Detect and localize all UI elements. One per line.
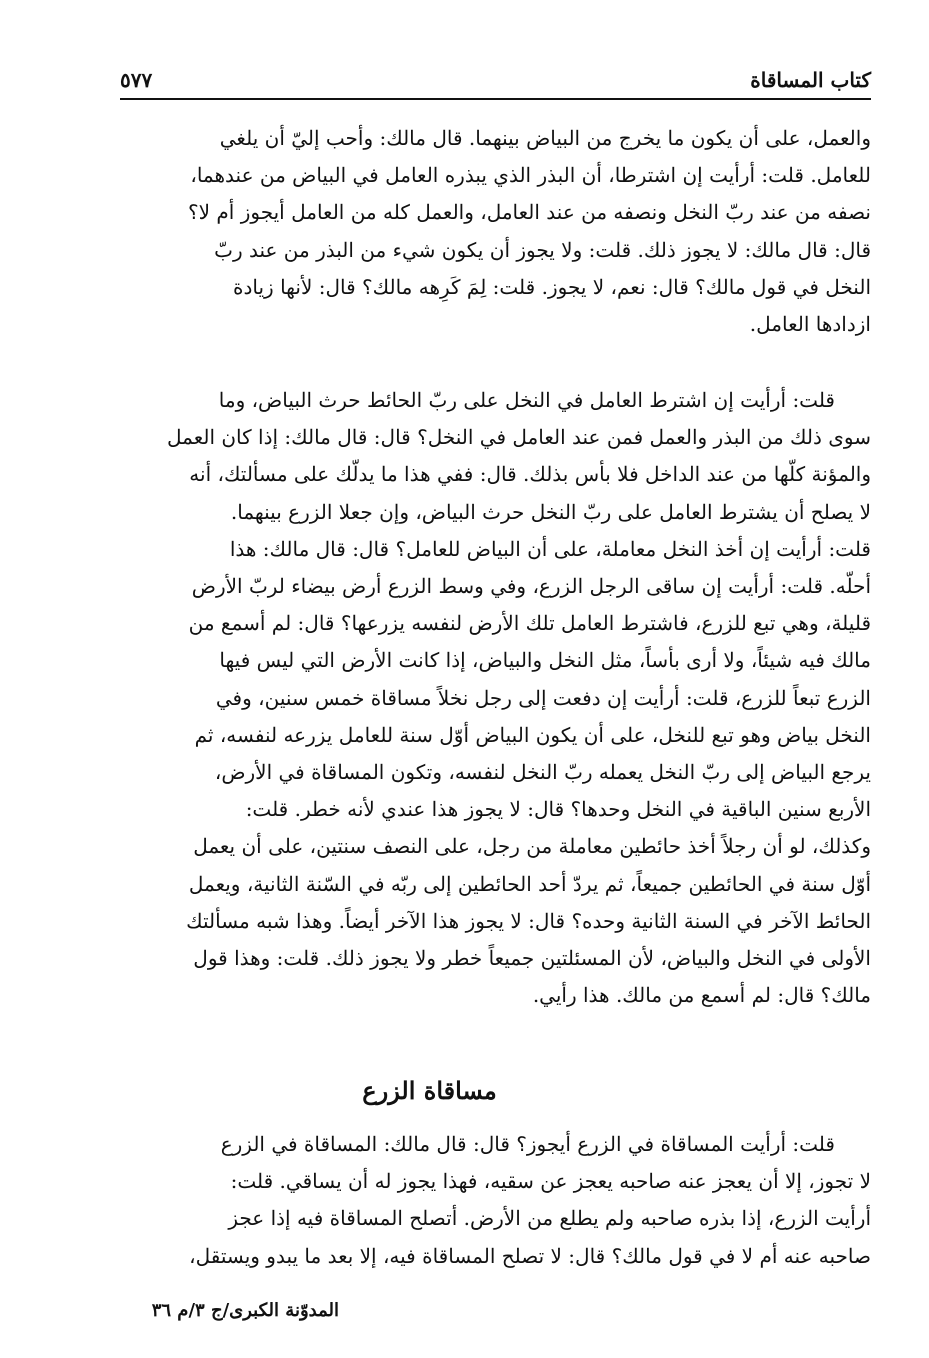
text-line: سوى ذلك من البذر والعمل فمن عند العامل في النخل؟ قال: قال مالك: إذا كان العمل — [167, 425, 871, 450]
chapter-title: كتاب المساقاة — [750, 68, 871, 92]
paragraph-1 — [126, 120, 871, 343]
text-line: والعمل، على أن يكون ما يخرج من البياض بينهما. قال مالك: وأحب إليّ أن يلغي — [219, 126, 871, 150]
paragraph-3 — [126, 1126, 871, 1275]
paragraph-2 — [126, 382, 871, 1014]
text-line: قال: قال مالك: لا يجوز ذلك. قلت: ولا يجوز أن يكون شيء من البذر من عند ربّ — [214, 237, 871, 262]
text-line: الأولى في النخل والبياض، لأن المسئلتين جميعاً خطر ولا يجوز ذلك. قلت: وهذا قول — [193, 946, 871, 971]
page-number: ٥٧٧ — [120, 68, 153, 92]
text-line: أحلّه. قلت: أرأيت إن ساقى الرجل الزرع، وفي وسط الزرع أرض بيضاء لربّ الأرض — [191, 574, 871, 599]
text-line: أوّل سنة في الحائطين جميعاً، ثم يردّ أحد الحائطين إلى ربّه في السّنة الثانية، ويعمل — [188, 871, 871, 896]
text-line: الأربع سنين الباقية في النخل وحدها؟ قال: لا يجوز هذا عندي لأنه خطر. قلت: — [245, 797, 871, 822]
text-line: لا يصلح أن يشترط العامل على ربّ النخل حرث البياض، وإن جعلا الزرع بينهما. — [230, 499, 871, 524]
footer-reference: المدوّنة الكبرى/ج ٣/م ٣٦ — [151, 1300, 339, 1321]
text-line: الزرع تبعاً للزرع، قلت: أرأيت إن دفعت إلى رجل نخلاً مساقاة خمس سنين، وفي — [215, 685, 871, 710]
text-line: قلت: أرأيت إن اشترط العامل في النخل على ربّ الحائط حرث البياض، وما — [218, 388, 835, 412]
text-line: قلت: أرأيت المساقاة في الزرع أيجوز؟ قال: قال مالك: المساقاة في الزرع — [220, 1132, 835, 1156]
text-line: قليلة، وهي تبع للزرع، فاشترط العامل تلك الأرض لنفسه يزرعها؟ قال: لم أسمع من — [188, 611, 871, 636]
text-line: النخل في قول مالك؟ قال: نعم، لا يجوز. قلت: لِمَ كَرِهه مالك؟ قال: لأنها زيادة — [233, 274, 871, 299]
text-line: مالك فيه شيئاً، ولا أرى بأساً، مثل النخل والبياض، إذا كانت الأرض التي ليس فيها — [219, 648, 871, 673]
text-line: صاحبه عنه أم لا في قول مالك؟ قال: لا تصلح المساقاة فيه، إلا بعد ما يبدو ويستقل، — [189, 1243, 871, 1268]
text-line: لا تجوز، إلا أن يعجز عنه صاحبه يعجز عن سقيه، فهذا يجوز له أن يساقي. قلت: — [230, 1169, 871, 1194]
text-line: يرجع البياض إلى ربّ النخل يعمله ربّ النخل لنفسه، وتكون المساقاة في الأرض، — [214, 760, 871, 785]
text-line: وكذلك، لو أن رجلاً أخذ حائطين معاملة من رجل، على النصف سنتين، على أن يعمل — [193, 834, 871, 859]
text-line: قلت: أرأيت إن أخذ النخل معاملة، على أن البياض للعامل؟ قال: قال مالك: هذا — [229, 536, 871, 561]
text-line: ازدادها العامل. — [749, 312, 871, 337]
text-line: النخل بياض وهو تبع للنخل، على أن يكون البياض أوّل سنة للعامل يزرعه لنفسه، ثم — [194, 722, 871, 747]
text-line: مالك؟ قال: لم أسمع من مالك. هذا رأيي. — [532, 983, 871, 1008]
text-line: للعامل. قلت: أرأيت إن اشترطا، أن البذر الذي يبذره العامل في البياض من عندهما، — [190, 163, 871, 188]
running-header — [120, 58, 871, 100]
text-line: والمؤنة كلّها من عند الداخل فلا بأس بذلك. قال: ففي هذا ما يدلّك على مسألتك، أنه — [189, 462, 871, 487]
section-heading: مساقاة الزرع — [362, 1076, 497, 1105]
text-line: نصفه من عند ربّ النخل ونصفه من عند العامل، والعمل كله من العامل أيجوز أم لا؟ — [188, 200, 871, 225]
text-line: الحائط الآخر في السنة الثانية وحده؟ قال: لا يجوز هذا الآخر أيضاً. وهذا شبه مسألتك — [186, 908, 871, 933]
text-line: أرأيت الزرع، إذا بذره صاحبه ولم يطلع من الأرض. أتصلح المساقاة فيه إذا عجز — [228, 1206, 871, 1231]
